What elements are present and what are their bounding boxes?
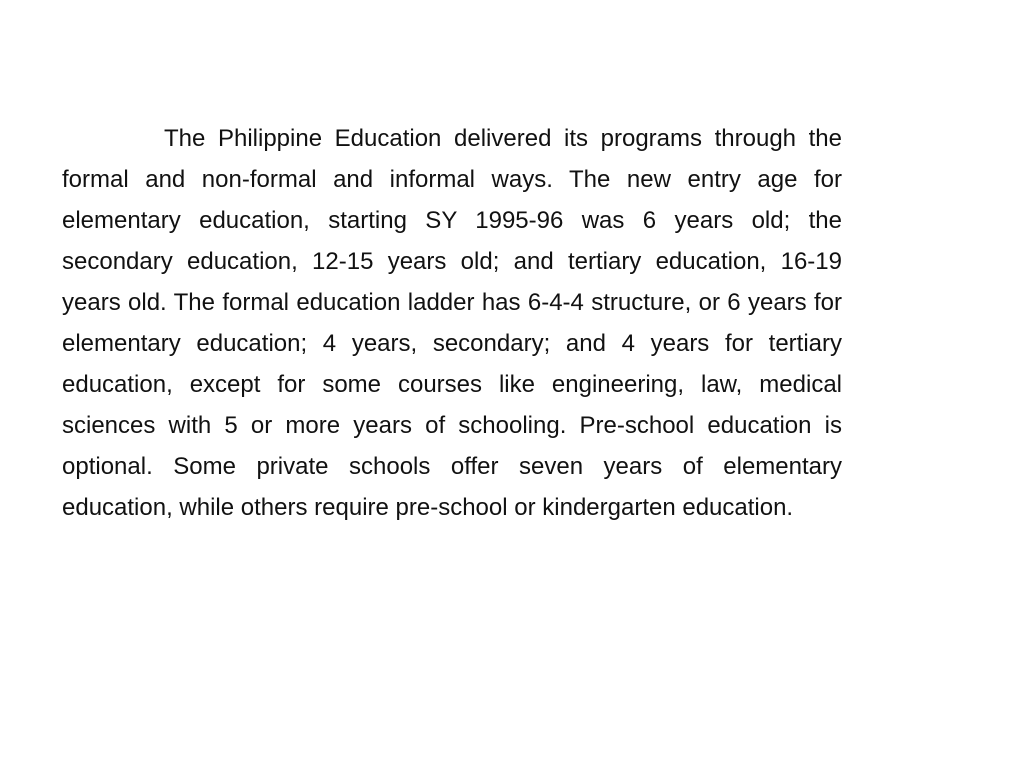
body-paragraph: The Philippine Education delivered its programs through the formal and non-formal and informal ways. The new entry age for elementary education, starting SY 1995-96 was 6 years old; the secondary education, 12-15 years old; and tertiary education, 16-19 years old. The formal education ladder has 6-4-4 structure, or 6 years for elementary education; 4 years, secondary; and 4 years for tertiary education, except for some courses like engineering, law, medical sciences with 5 or more years of schooling. Pre-school education is optional. Some private schools offer seven years of elementary education, while others require pre-school or kindergarten education. bbox=[62, 125, 842, 521]
